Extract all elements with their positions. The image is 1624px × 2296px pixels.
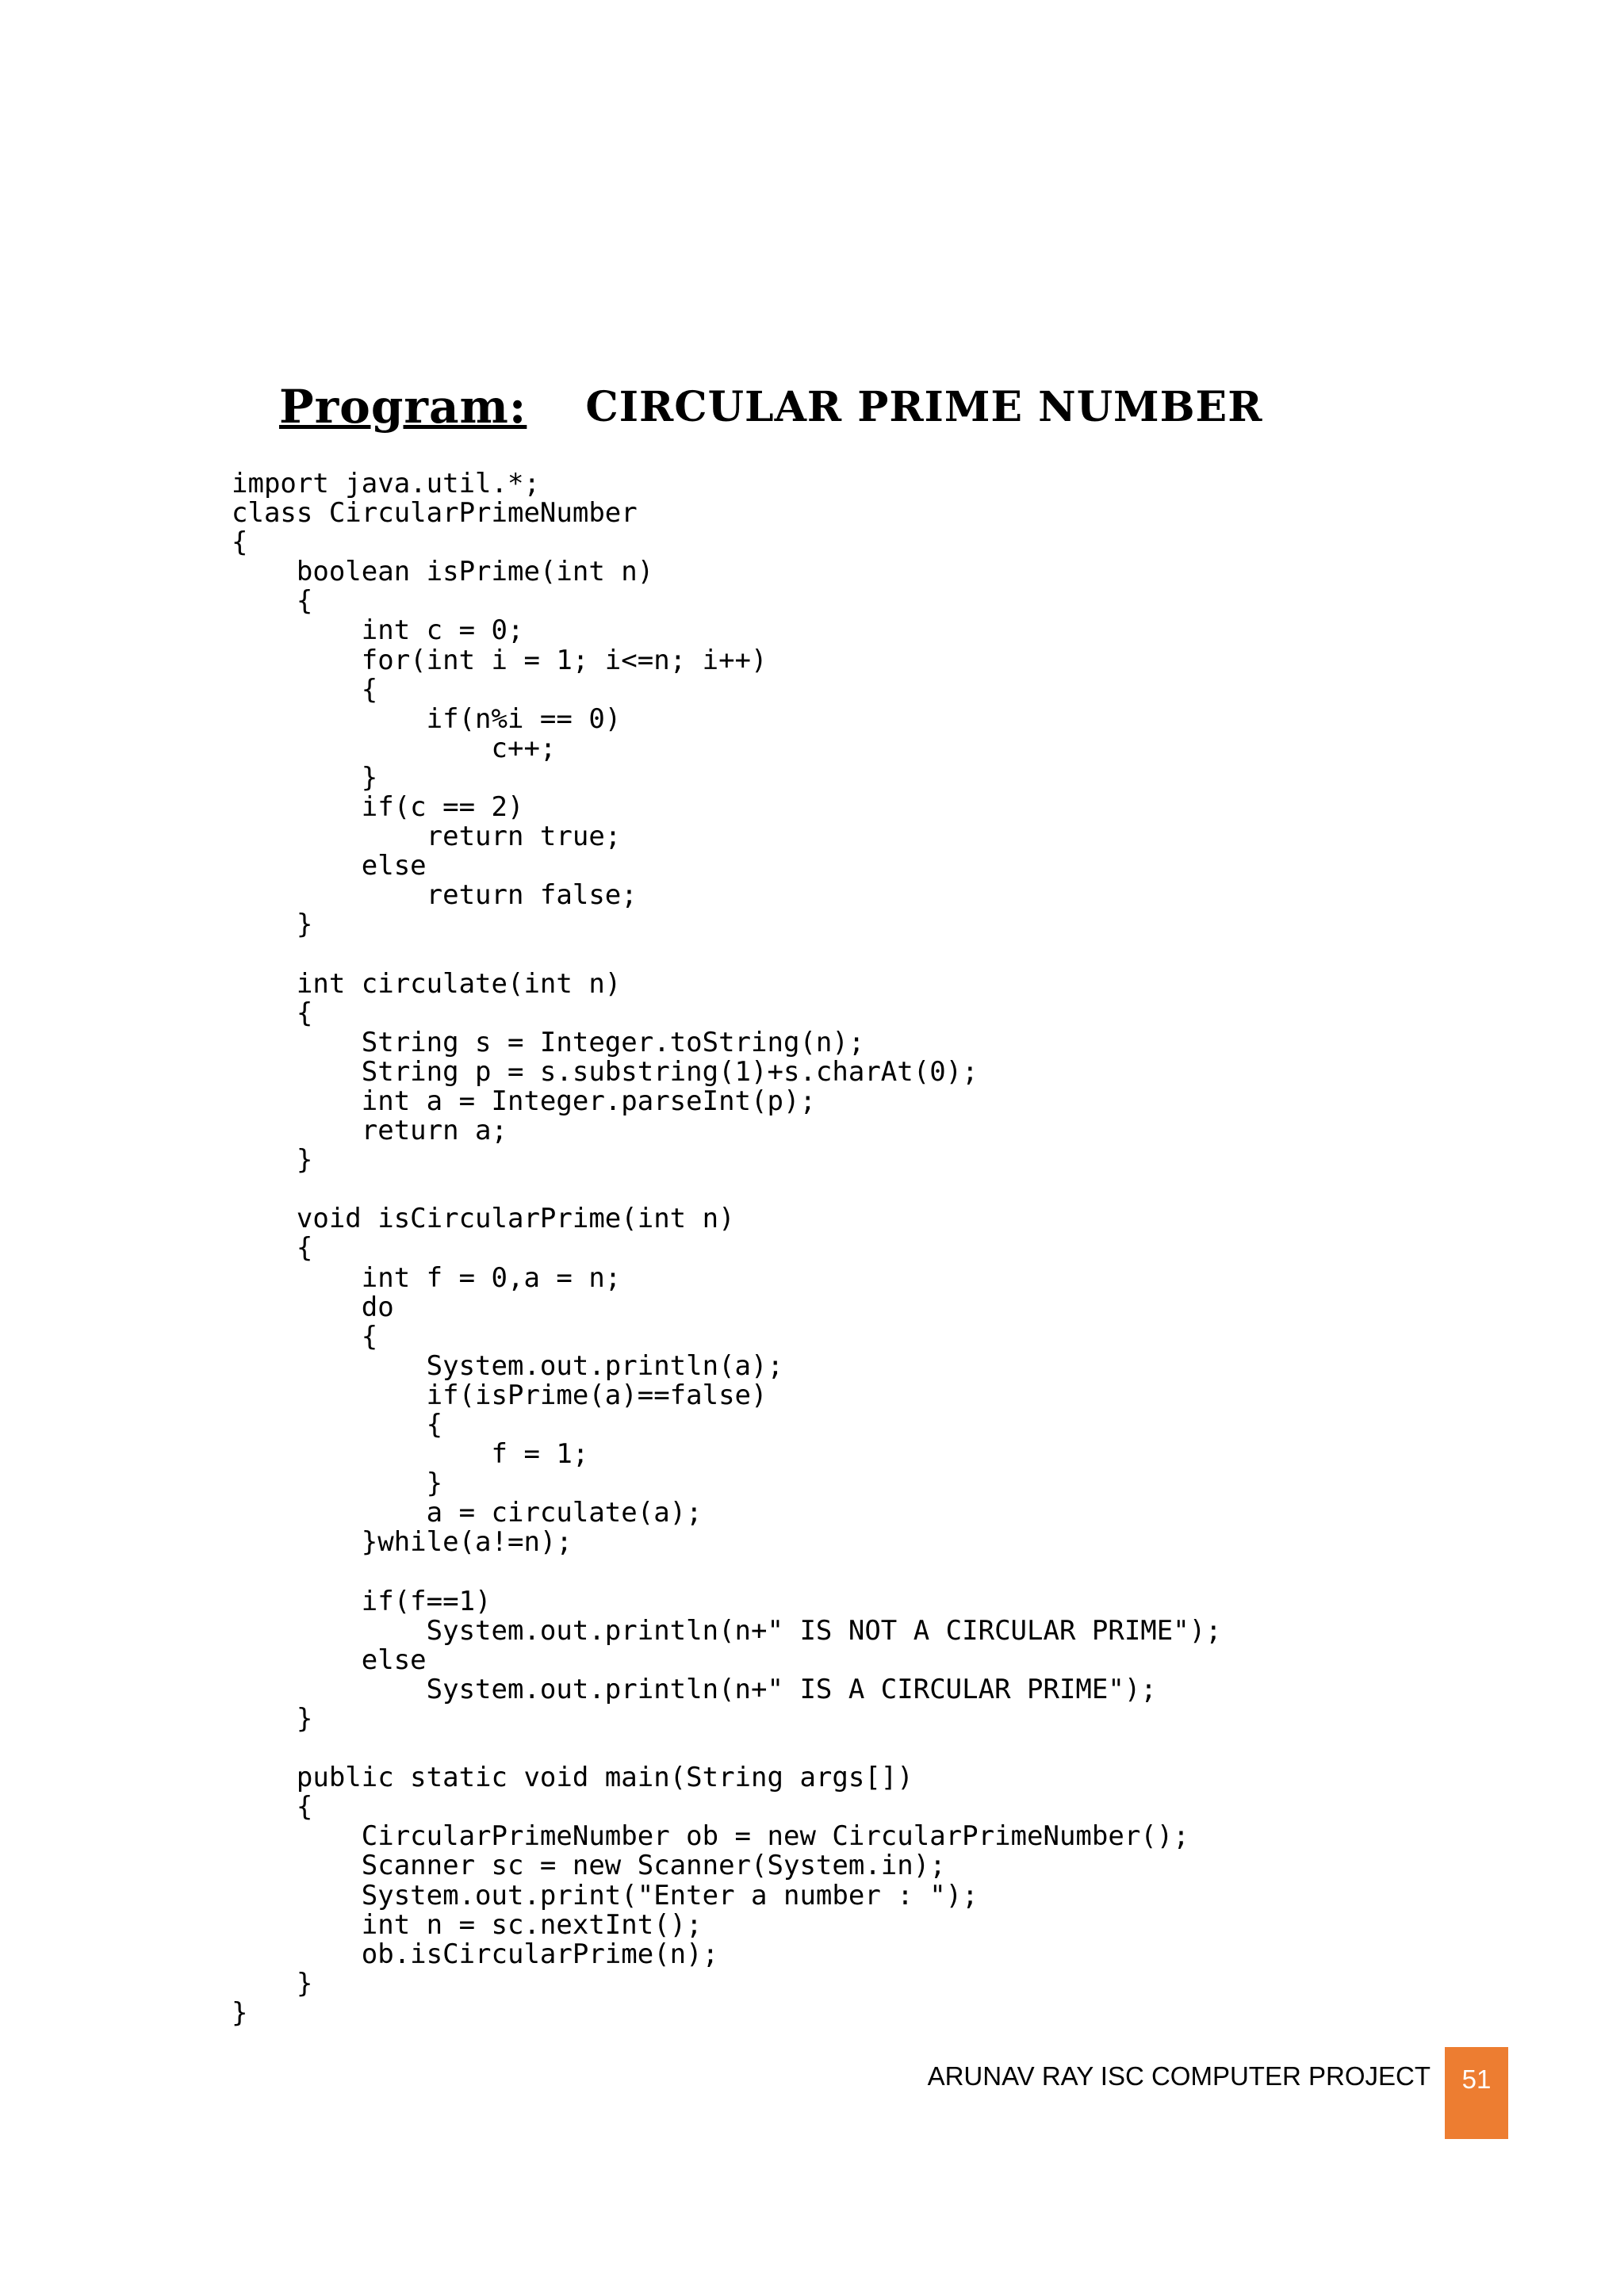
code-line: return true; xyxy=(232,821,622,853)
code-line: } xyxy=(232,761,378,794)
code-line: String p = s.substring(1)+s.charAt(0); xyxy=(232,1055,979,1088)
code-line: int n = sc.nextInt(); xyxy=(232,1908,703,1941)
code-line: do xyxy=(232,1291,394,1323)
code-line: int circulate(int n) xyxy=(232,967,622,1000)
code-line: } xyxy=(232,1468,443,1500)
code-line: a = circulate(a); xyxy=(232,1497,703,1529)
code-line xyxy=(232,1557,1222,1586)
code-block xyxy=(232,469,1222,2028)
code-line xyxy=(232,1734,1222,1763)
code-line xyxy=(232,940,1222,970)
code-line: } xyxy=(232,1996,248,2029)
code-line: return a; xyxy=(232,1115,508,1147)
code-line: } xyxy=(232,1144,313,1177)
code-line: System.out.println(a); xyxy=(232,1349,783,1382)
code-line: { xyxy=(232,526,248,559)
code-line: if(isPrime(a)==false) xyxy=(232,1379,768,1411)
code-line: System.out.print("Enter a number : "); xyxy=(232,1879,979,1911)
code-line: { xyxy=(232,585,313,618)
code-line: for(int i = 1; i<=n; i++) xyxy=(232,644,768,676)
code-line: boolean isPrime(int n) xyxy=(232,556,654,588)
code-line: import java.util.*; xyxy=(232,468,540,499)
program-title: CIRCULAR PRIME NUMBER xyxy=(585,382,1263,431)
code-line: void isCircularPrime(int n) xyxy=(232,1203,735,1235)
code-line: String s = Integer.toString(n); xyxy=(232,1026,865,1058)
code-line: else xyxy=(232,1644,427,1676)
code-line: { xyxy=(232,1320,378,1353)
code-line: if(n%i == 0) xyxy=(232,702,622,735)
code-line: f = 1; xyxy=(232,1438,589,1471)
code-line: return false; xyxy=(232,879,638,912)
page-number-badge: 51 xyxy=(1445,2047,1508,2139)
program-heading xyxy=(279,371,1262,442)
code-line: class CircularPrimeNumber xyxy=(232,497,638,530)
code-line: }while(a!=n); xyxy=(232,1526,573,1559)
code-line: int f = 0,a = n; xyxy=(232,1261,622,1294)
code-line: c++; xyxy=(232,732,557,764)
footer-project-title: ARUNAV RAY ISC COMPUTER PROJECT xyxy=(927,2061,1431,2091)
code-line xyxy=(232,1175,1222,1204)
code-line: } xyxy=(232,1967,313,1999)
code-line: Scanner sc = new Scanner(System.in); xyxy=(232,1850,946,1882)
code-line: int c = 0; xyxy=(232,614,524,647)
code-line: } xyxy=(232,1702,313,1735)
code-line: CircularPrimeNumber ob = new CircularPrimeNumber(); xyxy=(232,1820,1189,1853)
code-line: int a = Integer.parseInt(p); xyxy=(232,1085,816,1117)
code-line: { xyxy=(232,1409,443,1441)
code-line: System.out.println(n+" IS NOT A CIRCULAR PRIME"); xyxy=(232,1614,1222,1647)
code-line: } xyxy=(232,909,313,941)
code-line: System.out.println(n+" IS A CIRCULAR PRIME"); xyxy=(232,1673,1157,1705)
code-line: else xyxy=(232,850,427,882)
code-line: { xyxy=(232,997,313,1029)
code-line: public static void main(String args[]) xyxy=(232,1762,914,1794)
code-line: { xyxy=(232,1232,313,1265)
code-line: ob.isCircularPrime(n); xyxy=(232,1938,719,1970)
program-label: Program: xyxy=(279,380,527,434)
code-line: { xyxy=(232,1791,313,1823)
code-line: { xyxy=(232,673,378,706)
code-line: if(c == 2) xyxy=(232,791,524,824)
code-line: if(f==1) xyxy=(232,1585,492,1617)
